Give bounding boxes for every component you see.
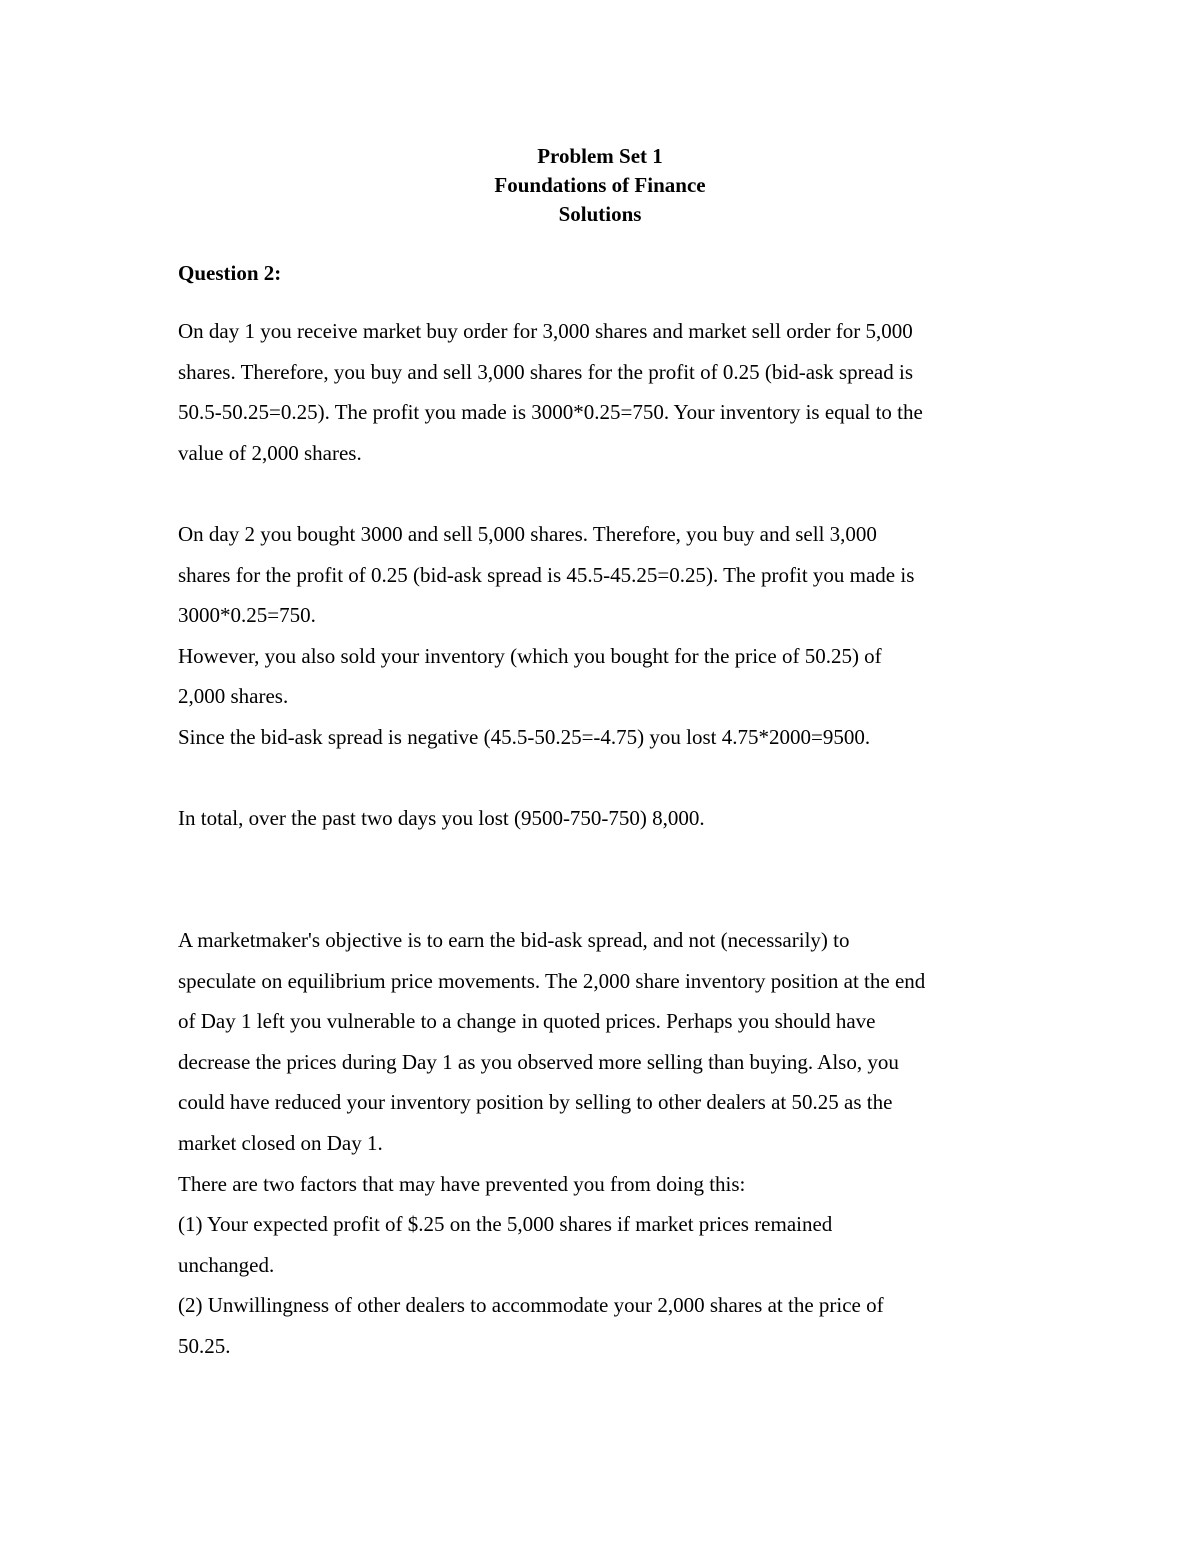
text-line: There are two factors that may have prevented you from doing this: bbox=[178, 1171, 746, 1196]
title-line-course: Foundations of Finance bbox=[494, 173, 706, 197]
text-line: shares for the profit of 0.25 (bid-ask spread is 45.5-45.25=0.25). The profit you made is bbox=[178, 562, 915, 587]
text-line: On day 1 you receive market buy order for 3,000 shares and market sell order for 5,000 bbox=[178, 319, 913, 343]
text-line: On day 2 you bought 3000 and sell 5,000 shares. Therefore, you buy and sell 3,000 bbox=[178, 522, 877, 546]
paragraph-day-2 bbox=[178, 514, 1038, 758]
text-line: market closed on Day 1. bbox=[178, 1130, 383, 1155]
text-line: 3000*0.25=750. bbox=[178, 603, 316, 628]
title-line-problem-set: Problem Set 1 bbox=[537, 144, 663, 168]
text-line: 2,000 shares. bbox=[178, 684, 289, 709]
text-line: 50.25. bbox=[178, 1333, 231, 1358]
text-line: Since the bid-ask spread is negative (45.5-50.25=-4.75) you lost 4.75*2000=9500. bbox=[178, 724, 871, 749]
text-line: could have reduced your inventory position by selling to other dealers at 50.25 as the bbox=[178, 1090, 893, 1115]
text-line: A marketmaker's objective is to earn the bid-ask spread, and not (necessarily) to bbox=[178, 928, 850, 952]
text-line: speculate on equilibrium price movements. The 2,000 share inventory position at the end bbox=[178, 968, 926, 993]
text-line: However, you also sold your inventory (which you bought for the price of 50.25) of bbox=[178, 643, 882, 668]
text-line: (2) Unwillingness of other dealers to accommodate your 2,000 shares at the price of bbox=[178, 1293, 884, 1318]
paragraph-total bbox=[178, 798, 1038, 839]
paragraph-marketmaker bbox=[178, 920, 1038, 1367]
question-heading: Question 2: bbox=[178, 261, 282, 285]
text-line: shares. Therefore, you buy and sell 3,000 shares for the profit of 0.25 (bid-ask spread is bbox=[178, 359, 913, 384]
paragraph-day-1 bbox=[178, 311, 1038, 473]
document-title-block bbox=[0, 142, 1200, 229]
text-line: unchanged. bbox=[178, 1252, 275, 1277]
text-line: In total, over the past two days you lost (9500-750-750) 8,000. bbox=[178, 806, 705, 830]
text-line: value of 2,000 shares. bbox=[178, 440, 362, 465]
text-line: 50.5-50.25=0.25). The profit you made is 3000*0.25=750. Your inventory is equal to the bbox=[178, 400, 923, 425]
title-line-solutions: Solutions bbox=[558, 202, 642, 226]
text-line: (1) Your expected profit of $.25 on the 5,000 shares if market prices remained bbox=[178, 1212, 833, 1237]
text-line: of Day 1 left you vulnerable to a change in quoted prices. Perhaps you should have bbox=[178, 1009, 876, 1034]
text-line: decrease the prices during Day 1 as you observed more selling than buying. Also, you bbox=[178, 1049, 899, 1074]
